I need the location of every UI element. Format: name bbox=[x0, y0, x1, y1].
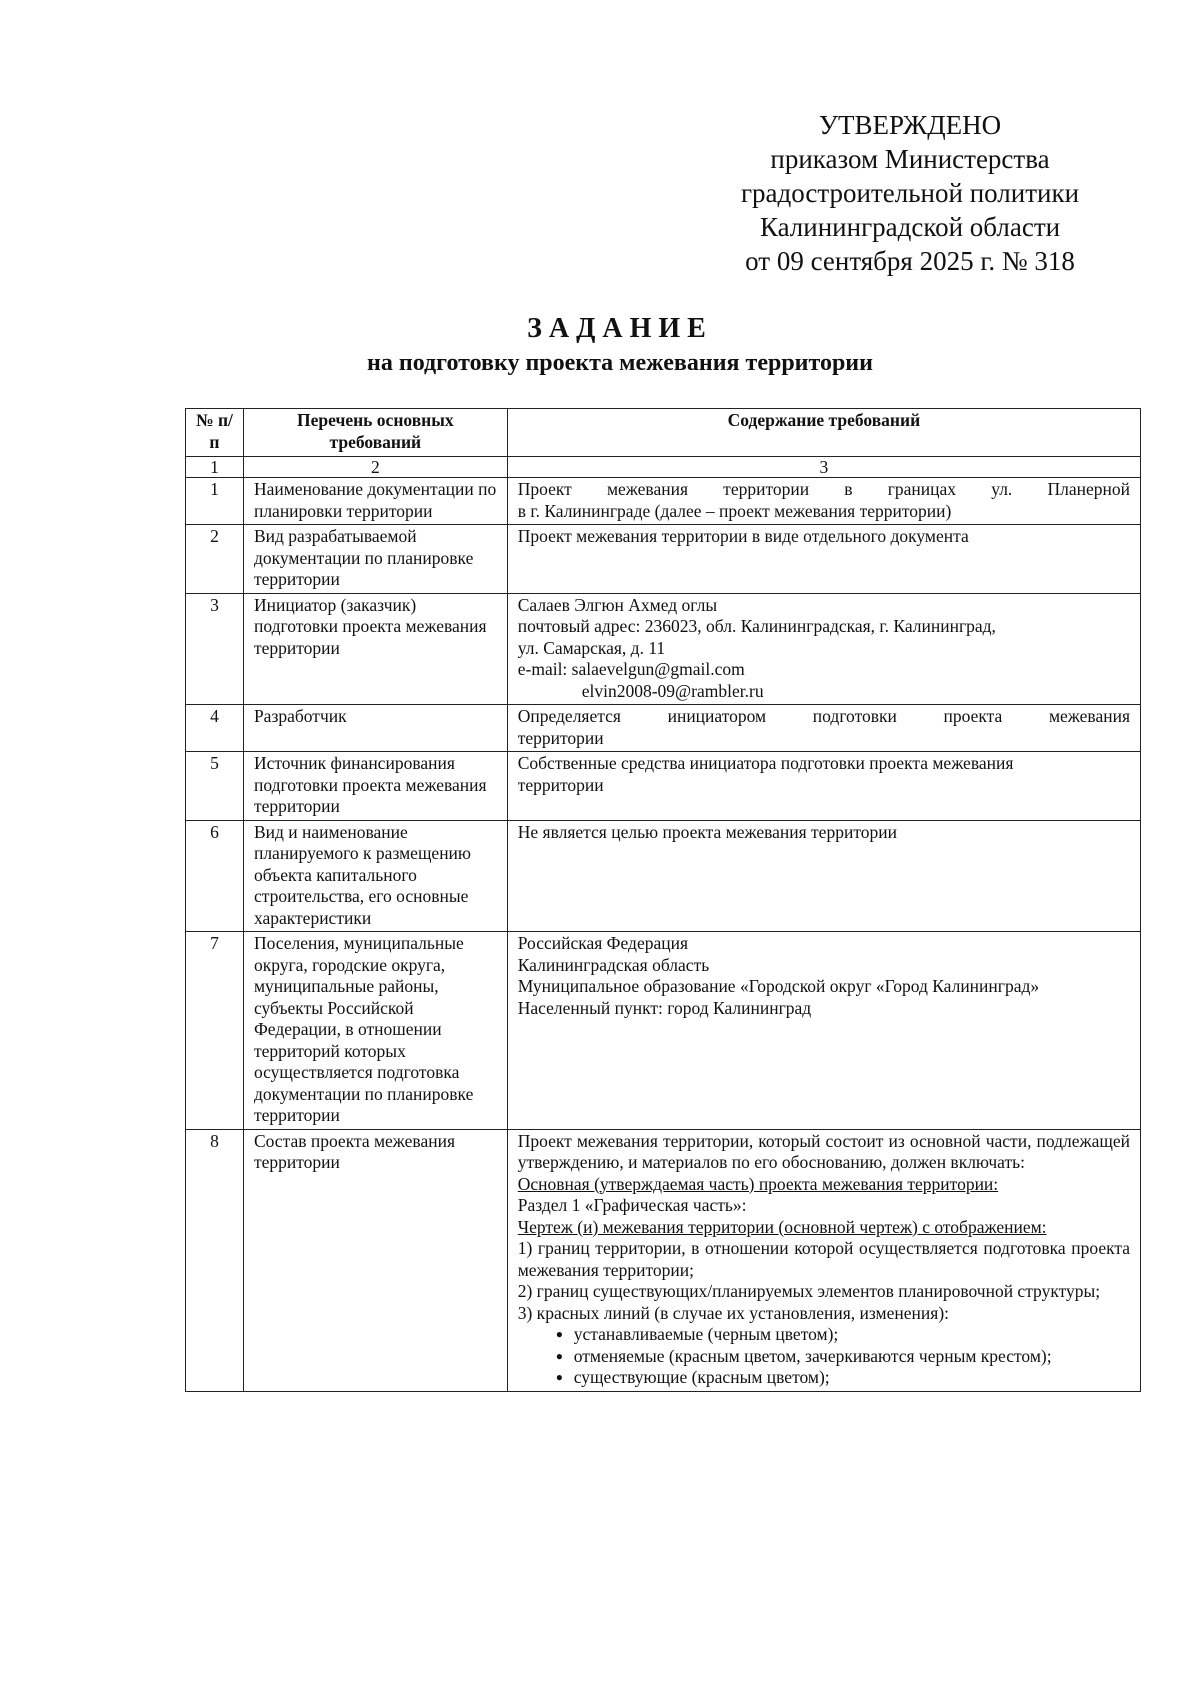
row-name: Наименование документации по планировки территории bbox=[243, 478, 507, 525]
index-cell: 3 bbox=[507, 457, 1140, 478]
content-line: ул. Самарская, д. 11 bbox=[517, 637, 666, 658]
content-line: Не является целью проекта межевания территории bbox=[517, 821, 897, 842]
approval-line: Калининградской области bbox=[759, 212, 1061, 242]
header-requirements-list: Перечень основных требований bbox=[243, 409, 507, 457]
list-item: ● существующие (красным цветом); bbox=[556, 1367, 1130, 1389]
content-line: Салаев Элгюн Ахмед оглы bbox=[517, 594, 718, 615]
row-content bbox=[507, 932, 1140, 1130]
row-number: 1 bbox=[186, 478, 244, 525]
approval-line: приказом Министерства bbox=[770, 144, 1050, 174]
row-name: Вид разрабатываемой документации по планировке территории bbox=[243, 525, 507, 594]
content-line: Чертеж (и) межевания территории (основной чертеж) с отображением: bbox=[517, 1216, 1047, 1237]
content-line: Калининградская область bbox=[517, 954, 710, 975]
content-line: почтовый адрес: 236023, обл. Калининградская, г. Калининград, bbox=[517, 616, 996, 636]
row-name: Состав проекта межевания территории bbox=[243, 1129, 507, 1391]
index-cell: 2 bbox=[243, 457, 507, 478]
table-row bbox=[186, 1129, 1141, 1391]
approval-line: градостроительной политики bbox=[740, 178, 1080, 208]
content-line: 2) границ существующих/планируемых элементов планировочной структуры; bbox=[517, 1281, 1101, 1301]
row-content bbox=[507, 593, 1140, 705]
table-row bbox=[186, 752, 1141, 821]
list-item: ● отменяемые (красным цветом, зачеркиваются черным крестом); bbox=[556, 1346, 1130, 1368]
table-row bbox=[186, 932, 1141, 1130]
content-line: Основная (утверждаемая часть) проекта межевания территории: bbox=[517, 1173, 999, 1194]
bullet-list bbox=[518, 1324, 1130, 1389]
header-requirements-content: Содержание требований bbox=[507, 409, 1140, 457]
content-line: Раздел 1 «Графическая часть»: bbox=[517, 1195, 747, 1215]
table-header-row bbox=[186, 409, 1141, 457]
content-line: территории bbox=[517, 774, 604, 795]
row-content bbox=[507, 525, 1140, 594]
table-row bbox=[186, 820, 1141, 932]
row-content bbox=[507, 752, 1140, 821]
document-title bbox=[0, 312, 1200, 380]
content-line: в г. Калининграде (далее – проект межевания территории) bbox=[517, 500, 952, 521]
approval-date: от 09 сентября 2025 г. № 318 bbox=[745, 246, 1075, 276]
approval-stamp bbox=[700, 108, 1120, 278]
row-content bbox=[507, 820, 1140, 932]
row-number: 8 bbox=[186, 1129, 244, 1391]
row-number: 4 bbox=[186, 705, 244, 752]
approval-heading: УТВЕРЖДЕНО bbox=[818, 110, 1002, 140]
content-line: Российская Федерация bbox=[517, 933, 689, 953]
content-line: 1) границ территории, в отношении которой осуществляется подготовка проекта межевания территории; bbox=[517, 1238, 1130, 1280]
list-item: ● устанавливаемые (черным цветом); bbox=[556, 1324, 1130, 1346]
title-main: ЗАДАНИЕ bbox=[527, 313, 713, 344]
table-row bbox=[186, 525, 1141, 594]
content-line: 3) красных линий (в случае их установления, изменения): bbox=[517, 1302, 950, 1323]
row-number: 5 bbox=[186, 752, 244, 821]
content-line: Собственные средства инициатора подготовки проекта межевания bbox=[517, 753, 1014, 773]
row-name: Разработчик bbox=[243, 705, 507, 752]
row-number: 6 bbox=[186, 820, 244, 932]
title-subtitle: на подготовку проекта межевания территории bbox=[367, 350, 873, 376]
header-number: № п/п bbox=[186, 409, 244, 457]
row-number: 3 bbox=[186, 593, 244, 705]
requirements-table bbox=[185, 408, 1141, 1392]
content-line: Проект межевания территории, который состоит из основной части, подлежащей утверждению, и материалов по его обоснованию, должен включать: bbox=[517, 1130, 1130, 1172]
row-content bbox=[507, 705, 1140, 752]
table-row bbox=[186, 593, 1141, 705]
content-line: e-mail: salaevelgun@gmail.com bbox=[517, 659, 745, 679]
row-content bbox=[507, 1129, 1140, 1391]
table-index-row bbox=[186, 457, 1141, 478]
content-line: Определяется инициатором подготовки проекта межевания bbox=[517, 706, 1130, 726]
table-row bbox=[186, 705, 1141, 752]
content-line: Муниципальное образование «Городской округ «Город Калининград» bbox=[517, 976, 1040, 996]
row-name: Источник финансирования подготовки проекта межевания территории bbox=[243, 752, 507, 821]
row-content bbox=[507, 478, 1140, 525]
row-name: Инициатор (заказчик) подготовки проекта межевания территории bbox=[243, 593, 507, 705]
content-line: Проект межевания территории в границах ул. Планерной bbox=[517, 479, 1130, 499]
row-number: 2 bbox=[186, 525, 244, 594]
row-name: Поселения, муниципальные округа, городские округа, муниципальные районы, субъекты Российской Федерации, в отношении территорий которых осуществляется подготовка документации по планировке территории bbox=[243, 932, 507, 1130]
index-cell: 1 bbox=[186, 457, 244, 478]
content-line: elvin2008-09@rambler.ru bbox=[581, 680, 764, 701]
content-line: Населенный пункт: город Калининград bbox=[517, 997, 812, 1018]
content-line: территории bbox=[517, 727, 604, 748]
table-row bbox=[186, 478, 1141, 525]
row-number: 7 bbox=[186, 932, 244, 1130]
row-name: Вид и наименование планируемого к размещению объекта капитального строительства, его основные характеристики bbox=[243, 820, 507, 932]
content-line: Проект межевания территории в виде отдельного документа bbox=[517, 526, 969, 546]
